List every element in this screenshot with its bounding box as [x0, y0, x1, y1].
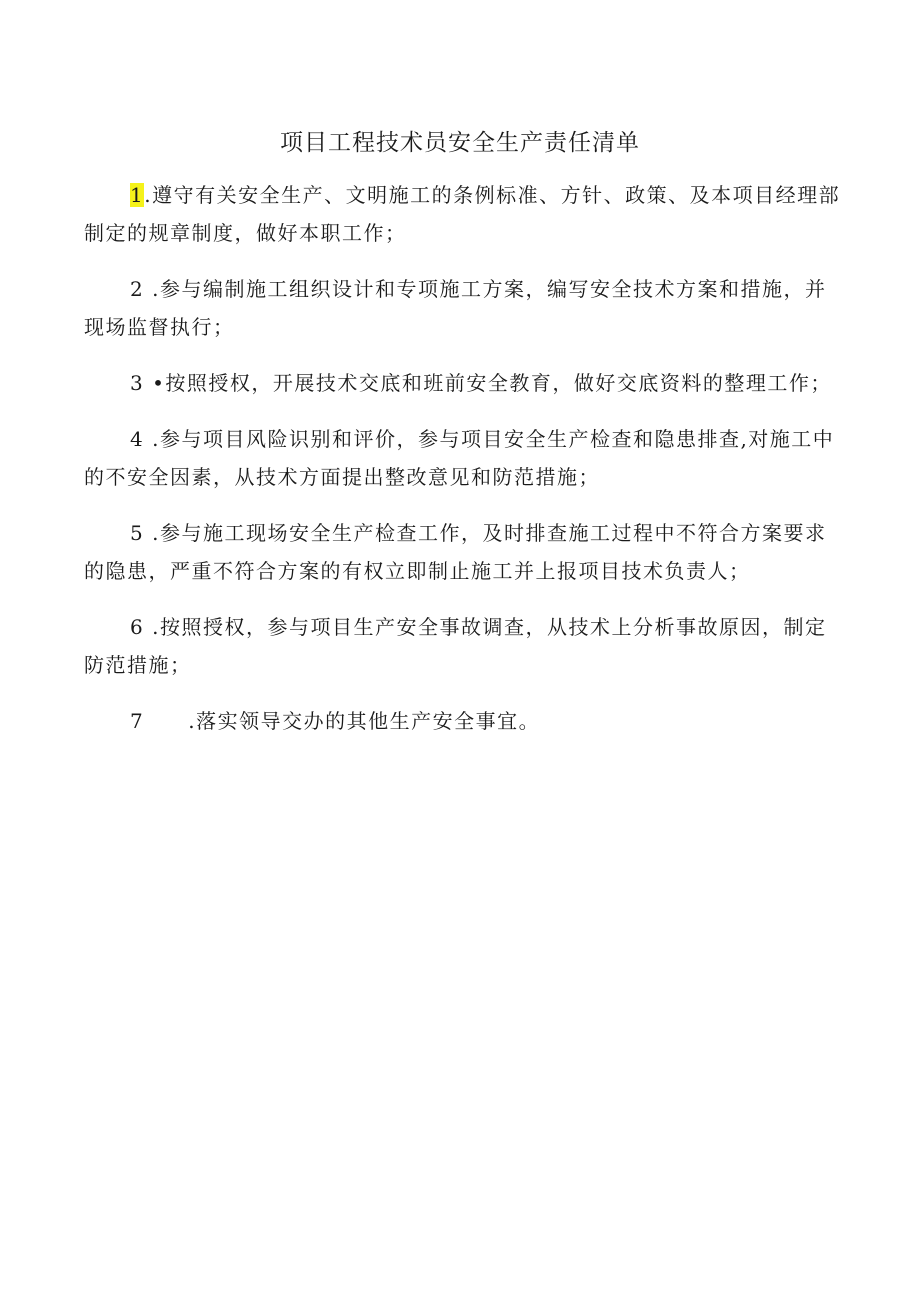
item-text: 参与施工现场安全生产检查工作，及时排查施工过程中不符合方案要求的隐患，严重不符合方案的有权立即制止施工并上报项目技术负责人；: [84, 521, 827, 583]
item-separator: .: [144, 521, 160, 545]
responsibility-list: [84, 176, 844, 758]
item-number: 5: [130, 521, 145, 545]
list-item: [84, 702, 844, 740]
item-number: 2: [130, 277, 145, 301]
item-text: 按照授权，参与项目生产安全事故调查，从技术上分析事故原因，制定防范措施；: [84, 615, 827, 677]
item-number: 3: [130, 371, 145, 395]
item-separator: .: [144, 277, 160, 301]
item-separator: .: [144, 183, 153, 207]
item-separator: .: [144, 427, 160, 451]
item-text: 参与编制施工组织设计和专项施工方案，编写安全技术方案和措施，并现场监督执行；: [84, 277, 827, 339]
item-number-highlighted: 1: [130, 183, 145, 207]
list-item: [84, 364, 844, 402]
item-number: 4: [130, 427, 145, 451]
item-separator: •: [144, 371, 166, 395]
list-item: [84, 514, 844, 590]
list-item: [84, 420, 844, 496]
list-item: [84, 270, 844, 346]
item-text: 按照授权，开展技术交底和班前安全教育，做好交底资料的整理工作；: [165, 371, 832, 395]
item-number: 7: [130, 709, 145, 733]
list-item: [84, 608, 844, 684]
item-text: 落实领导交办的其他生产安全事宜。: [196, 709, 541, 733]
item-number: 6: [130, 615, 145, 639]
document-title: 项目工程技术员安全生产责任清单: [280, 130, 640, 156]
item-separator: .: [188, 709, 197, 733]
item-text: 遵守有关安全生产、文明施工的条例标准、方针、政策、及本项目经理部制定的规章制度，做好本职工作；: [84, 183, 841, 245]
item-separator: .: [144, 615, 160, 639]
item-text: 参与项目风险识别和评价，参与项目安全生产检查和隐患排查,对施工中的不安全因素，从技术方面提出整改意见和防范措施；: [84, 427, 835, 489]
list-item: [84, 176, 844, 252]
